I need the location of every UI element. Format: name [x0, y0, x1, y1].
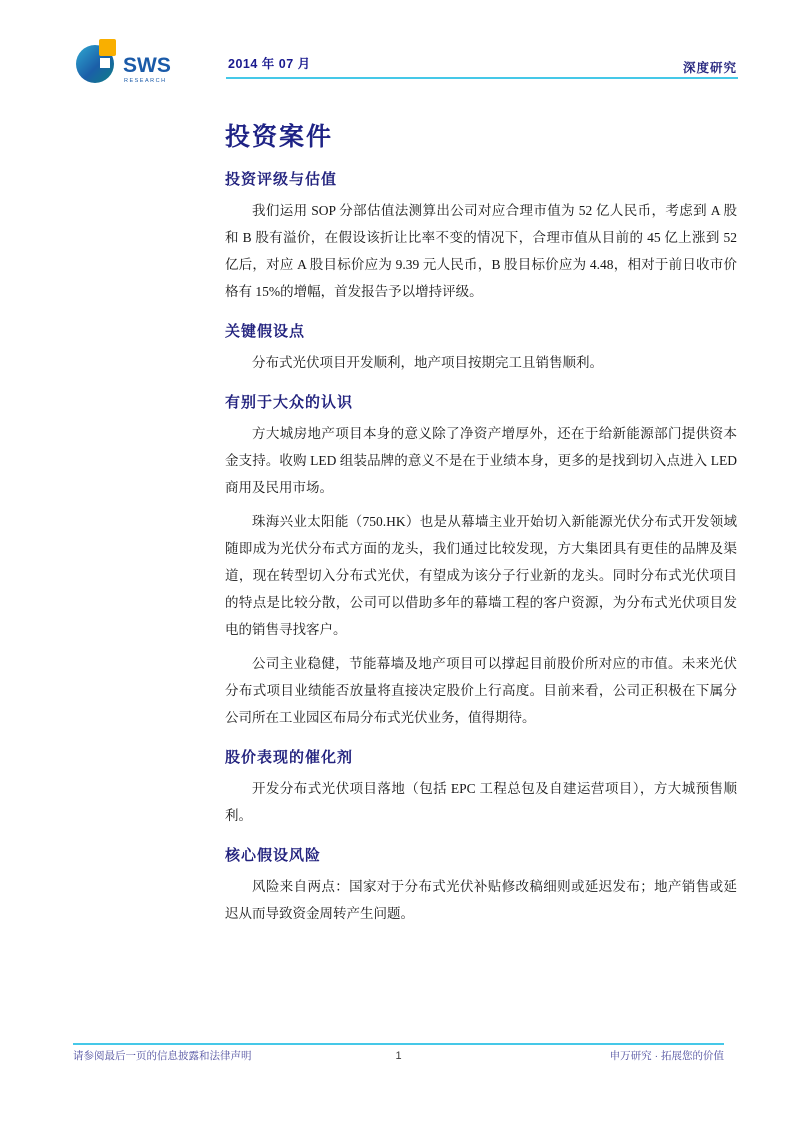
section-heading: 有别于大众的认识 [225, 394, 354, 411]
paragraph: 方大城房地产项目本身的意义除了净资产增厚外，还在于给新能源部门提供资本金支持。收购 LED 组装品牌的意义不是在于业绩本身，更多的是找到切入点进入 LED 商用及民用市场。 [225, 426, 737, 495]
section-key-assumptions [225, 320, 737, 376]
paragraph: 珠海兴业太阳能（750.HK）也是从幕墙主业开始切入新能源光伏分布式开发领域随即成为光伏分布式方面的龙头，我们通过比较发现，方大集团具有更佳的品牌及渠道，现在转型切入分布式光伏，有望成为该分子行业新的龙头。同时分布式光伏项目的特点是比较分散，公司可以借助多年的幕墙工程的客户资源，为分布式光伏项目发电的销售寻找客户。 [225, 514, 737, 637]
logo-brand-text: SWS [123, 54, 171, 77]
sws-logo-icon [73, 33, 193, 89]
header-date: 2014 年 07 月 [228, 57, 311, 71]
logo-sub-text: RESEARCH [124, 78, 167, 84]
footer-disclaimer: 请参阅最后一页的信息披露和法律声明 [73, 1050, 252, 1062]
section-different-view [225, 391, 737, 731]
report-type-label: 深度研究 [682, 61, 737, 75]
paragraph: 开发分布式光伏项目落地（包括 EPC 工程总包及自建运营项目），方大城预售顺利。 [225, 781, 737, 823]
sws-logo [73, 33, 193, 89]
section-heading: 核心假设风险 [225, 847, 322, 864]
section-heading: 股价表现的催化剂 [225, 749, 354, 766]
footer [73, 1048, 724, 1063]
section-heading: 关键假设点 [225, 323, 306, 340]
footer-divider [73, 1043, 724, 1045]
paragraph: 分布式光伏项目开发顺利，地产项目按期完工且销售顺利。 [252, 355, 603, 370]
report-body [225, 79, 737, 934]
section-risks [225, 844, 737, 927]
page-title: 投资案件 [225, 123, 334, 151]
paragraph: 风险来自两点：国家对于分布式光伏补贴修改稿细则或延迟发布；地产销售或延迟从而导致资金周转产生问题。 [225, 879, 737, 921]
section-heading: 投资评级与估值 [225, 171, 338, 188]
logo-white-notch-icon [100, 58, 110, 68]
logo-orange-square-icon [99, 39, 116, 56]
footer-slogan: 申万研究 · 拓展您的价值 [609, 1050, 724, 1062]
section-catalysts [225, 746, 737, 829]
page-number: 1 [395, 1050, 402, 1062]
section-rating-valuation [225, 168, 737, 305]
paragraph: 我们运用 SOP 分部估值法测算出公司对应合理市值为 52 亿人民币，考虑到 A 股和 B 股有溢价，在假设该折让比率不变的情况下，合理市值从目前的 45 亿上涨到 52 亿后，对应 A 股目标价应为 9.39 元人民币，B 股目标价应为 4.48，相对于前日收市价格有 15%的增幅，首发报告予以增持评级。 [225, 203, 737, 299]
paragraph: 公司主业稳健，节能幕墙及地产项目可以撑起目前股价所对应的市值。未来光伏分布式项目业绩能否放量将直接决定股价上行高度。目前来看，公司正积极在下属分公司所在工业园区布局分布式光伏业务，值得期待。 [225, 656, 737, 725]
